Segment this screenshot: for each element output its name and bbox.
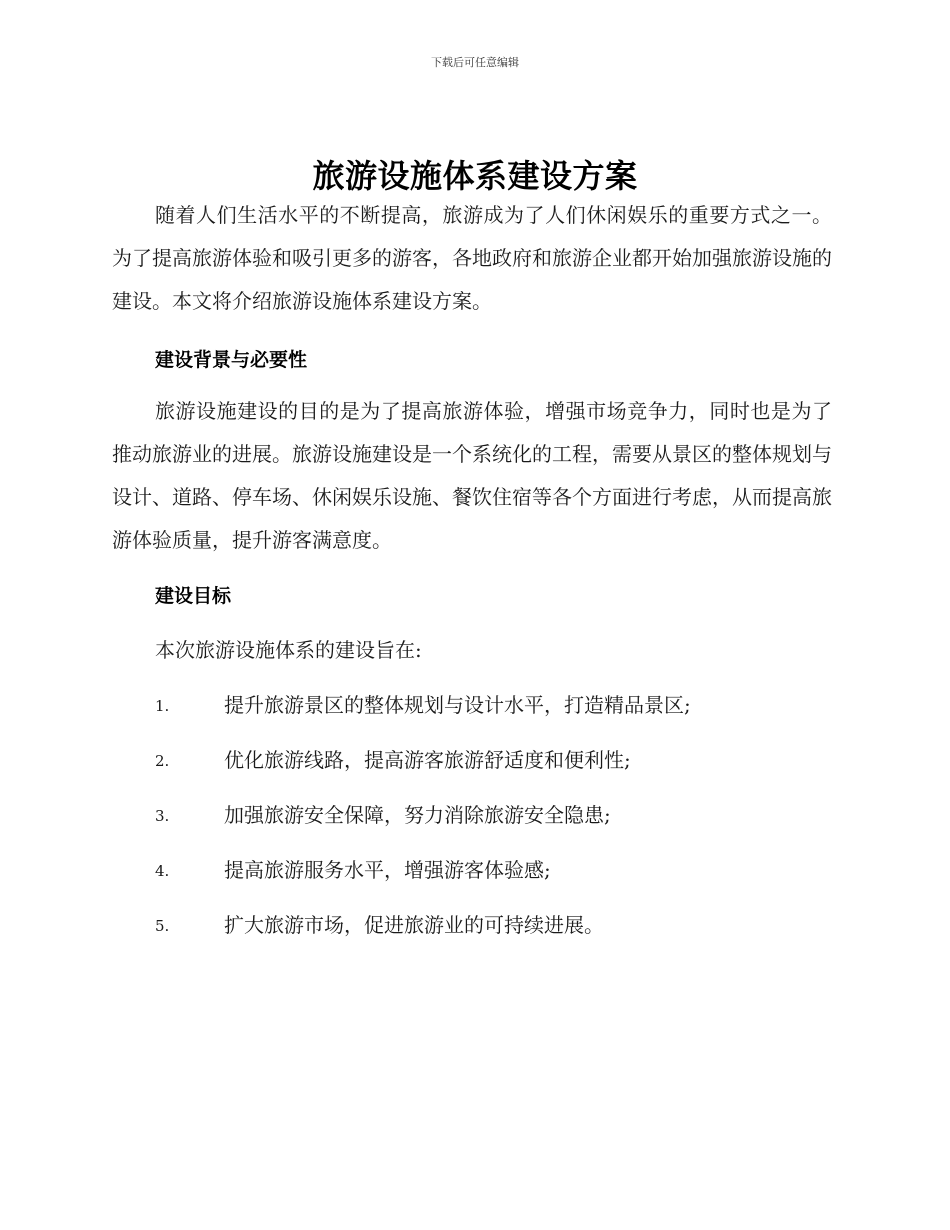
- list-item: [155, 799, 835, 854]
- list-item: [155, 744, 835, 799]
- list-item-number: 3.: [155, 807, 170, 825]
- goals-list: [155, 689, 835, 964]
- goals-lead-text: 本次旅游设施体系的建设旨在:: [155, 638, 422, 662]
- list-item-text: 优化旅游线路，提高游客旅游舒适度和便利性;: [224, 748, 631, 772]
- list-item-number: 1.: [155, 697, 170, 715]
- intro-paragraph: 随着人们生活水平的不断提高，旅游成为了人们休闲娱乐的重要方式之一。为了提高旅游体验和吸引更多的游客，各地政府和旅游企业都开始加强旅游设施的建设。本文将介绍旅游设施体系建设方案。: [112, 203, 832, 313]
- list-item-number: 2.: [155, 752, 170, 770]
- list-item: [155, 854, 835, 909]
- list-item-text: 提高旅游服务水平，增强游客体验感;: [224, 858, 551, 882]
- section-heading-background: 建设背景与必要性: [155, 349, 308, 371]
- page-header-note: 下载后可任意编辑: [431, 56, 519, 69]
- list-item: [155, 689, 835, 744]
- background-paragraph: 旅游设施建设的目的是为了提高旅游体验，增强市场竞争力，同时也是为了推动旅游业的进展。旅游设施建设是一个系统化的工程，需要从景区的整体规划与设计、道路、停车场、休闲娱乐设施、餐饮住宿等各个方面进行考虑，从而提高旅游体验质量，提升游客满意度。: [112, 399, 832, 552]
- list-item-text: 扩大旅游市场，促进旅游业的可持续进展。: [224, 913, 604, 937]
- list-item-number: 4.: [155, 862, 170, 880]
- list-item-text: 加强旅游安全保障，努力消除旅游安全隐患;: [224, 803, 611, 827]
- section-heading-goals: 建设目标: [155, 585, 232, 607]
- list-item: [155, 909, 835, 964]
- list-item-text: 提升旅游景区的整体规划与设计水平，打造精品景区;: [224, 693, 691, 717]
- list-item-number: 5.: [155, 917, 170, 935]
- document-title: 旅游设施体系建设方案: [312, 157, 638, 195]
